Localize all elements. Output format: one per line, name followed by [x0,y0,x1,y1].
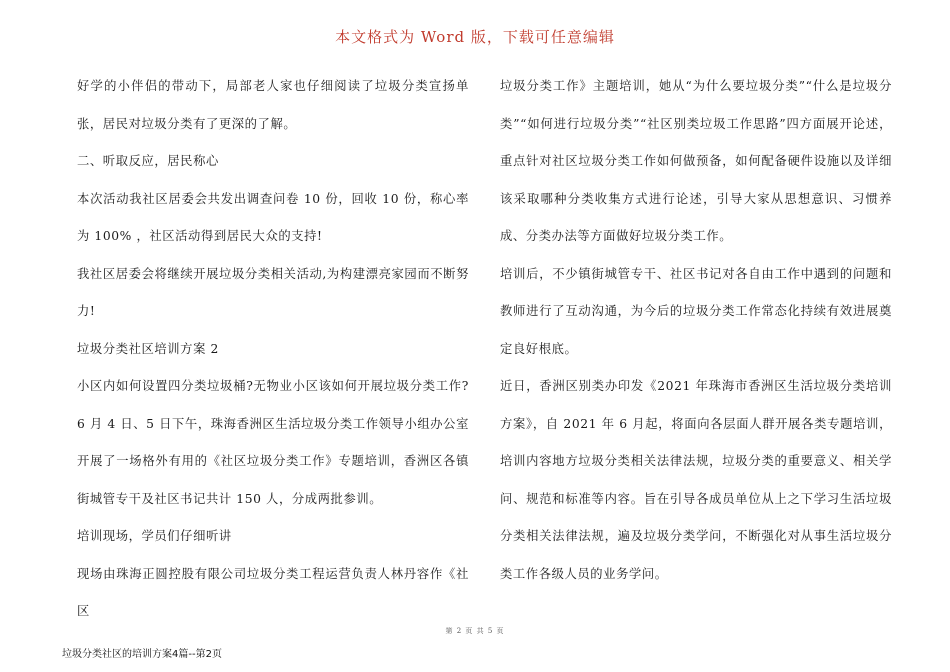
paragraph: 我社区居委会将继续开展垃圾分类相关活动,为构建漂亮家园而不断努力! [77,266,469,318]
paragraph: 垃圾分类工作》主题培训，她从“为什么要垃圾分类”“什么是垃圾分类”“如何进行垃圾分类”“社区别类垃圾工作思路”四方面展开论述，重点针对社区垃圾分类工作如何做预备，如何配备硬件设施以及详细该采取哪种分类收集方式进行论述，引导大家从思想意识、习惯养成、分类办法等方面做好垃圾分类工作。 [500,79,892,243]
paragraph: 小区内如何设置四分类垃圾桶?无物业小区该如何开展垃圾分类工作?6 月 4 日、5 日下午，珠海香洲区生活垃圾分类工作领导小组办公室开展了一场格外有用的《社区垃圾分类工作》专题培训，香洲区各镇街城管专干及社区书记共计 150 人，分成两批参训。 [77,379,469,506]
page-indicator: 第 2 页 共 5 页 [445,627,505,635]
section-heading: 垃圾分类社区培训方案 2 [77,341,219,356]
right-text-column [500,68,892,593]
paragraph: 培训现场，学员们仔细听讲 [77,529,232,543]
paragraph: 近日，香洲区别类办印发《2021 年珠海市香洲区生活垃圾分类培训方案》，自 2021 年 6 月起，将面向各层面人群开展各类专题培训，培训内容地方垃圾分类相关法律法规，垃圾分类的重要意义、相关学问、规范和标准等内容。旨在引导各成员单位从上之下学习生活垃圾分类相关法律法规，遍及垃圾分类学问，不断强化对从事生活垃圾分类工作各级人员的业务学问。 [500,379,892,581]
document-footer-label: 垃圾分类社区的培训方案4篇--第2页 [62,649,222,660]
left-text-column [77,68,469,631]
paragraph: 培训后，不少镇街城管专干、社区书记对各自由工作中遇到的问题和教师进行了互动沟通，为今后的垃圾分类工作常态化持续有效进展奠定良好根底。 [500,266,892,356]
paragraph: 本次活动我社区居委会共发出调查问卷 10 份，回收 10 份，称心率为 100% ，社区活动得到居民大众的支持! [77,191,469,243]
section-heading: 二、听取反应，居民称心 [77,154,219,168]
paragraph: 好学的小伴侣的带动下，局部老人家也仔细阅读了垃圾分类宣扬单张，居民对垃圾分类有了更深的了解。 [77,79,469,131]
paragraph: 现场由珠海正圆控股有限公司垃圾分类工程运营负责人林丹容作《社区 [77,566,469,618]
document-header-title: 本文格式为 Word 版，下载可任意编辑 [335,28,615,46]
